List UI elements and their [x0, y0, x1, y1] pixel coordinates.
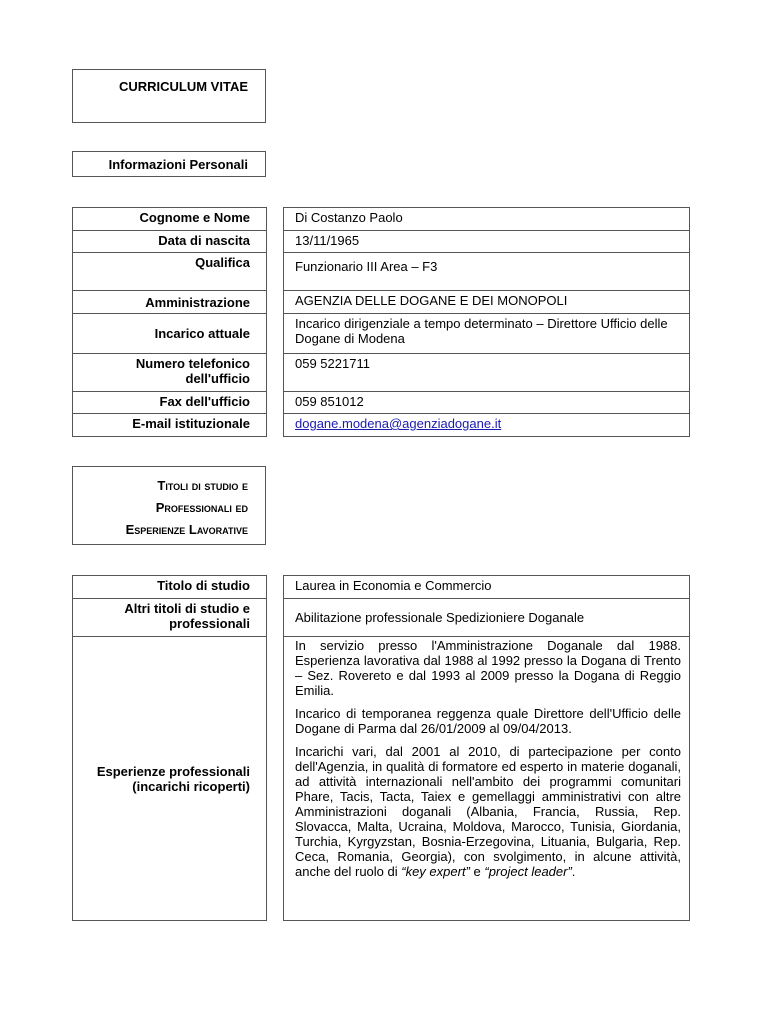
education-section-line1: Titoli di studio e [157, 478, 248, 493]
label-experience: Esperienze professionali (incarichi ricoperti) [73, 637, 267, 921]
label-office-phone: Numero telefonico dell'ufficio [73, 354, 267, 392]
table-row [73, 314, 690, 354]
label-name: Cognome e Nome [73, 208, 267, 231]
label-office-fax: Fax dell'ufficio [73, 392, 267, 414]
value-current-role: Incarico dirigenziale a tempo determinato – Direttore Ufficio delle Dogane di Modena [284, 314, 690, 354]
experience-para-1: In servizio presso l'Amministrazione Doganale dal 1988. Esperienza lavorativa dal 1988 al 1992 presso la Dogana di Trento – Sez. Rovereto e dal 1993 al 2009 presso la Dogana di Reggio Emilia. [295, 638, 681, 698]
value-birthdate: 13/11/1965 [284, 231, 690, 253]
value-office-phone: 059 5221711 [284, 354, 690, 392]
value-degree: Laurea in Economia e Commercio [284, 576, 690, 599]
personal-info-title: Informazioni Personali [108, 157, 248, 172]
email-link[interactable]: dogane.modena@agenziadogane.it [295, 416, 502, 431]
table-row [73, 576, 690, 599]
label-birthdate: Data di nascita [73, 231, 267, 253]
value-qualification: Funzionario III Area – F3 [284, 253, 690, 291]
value-name: Di Costanzo Paolo [284, 208, 690, 231]
experience-para-2: Incarico di temporanea reggenza quale Direttore dell'Ufficio delle Dogane di Parma dal 26/01/2009 al 09/04/2013. [295, 706, 681, 736]
label-administration: Amministrazione [73, 291, 267, 314]
table-row [73, 599, 690, 637]
table-row [73, 414, 690, 437]
cv-title-box [72, 69, 266, 123]
label-current-role: Incarico attuale [73, 314, 267, 354]
cv-title: CURRICULUM VITAE [118, 79, 248, 94]
table-row [73, 392, 690, 414]
label-qualification: Qualifica [73, 253, 267, 291]
label-degree: Titolo di studio [73, 576, 267, 599]
experience-para-3: Incarichi vari, dal 2001 al 2010, di partecipazione per conto dell'Agenzia, in qualità di formatore ed esperto in materie doganali, ad attività internazionali nell'ambito dei programmi comunitari Phare, Tacis, Tacta, Taiex e gemellaggi amministrativi con altre Amministrazioni doganali (Albania, Francia, Russia, Rep. Slovacca, Malta, Ucraina, Moldova, Marocco, Tunisia, Giordania, Turchia, Kyrgyzstan, Bosnia-Erzegovina, Lituania, Bulgaria, Rep. Ceca, Romania, Georgia), con svolgimento, in alcune attività, anche del ruolo di “key expert” e “project leader”. [295, 744, 681, 879]
table-row [73, 208, 690, 231]
personal-info-header [72, 151, 266, 177]
table-row [73, 637, 690, 921]
personal-info-table [72, 207, 690, 437]
table-row [73, 354, 690, 392]
education-section-line3: Esperienze Lavorative [125, 522, 248, 537]
label-email: E-mail istituzionale [73, 414, 267, 437]
table-row [73, 253, 690, 291]
education-section-line2: Professionali ed [155, 500, 248, 515]
education-section-header [72, 466, 266, 545]
value-other-titles: Abilitazione professionale Spedizioniere Doganale [284, 599, 690, 637]
table-row [73, 231, 690, 253]
education-table [72, 575, 690, 921]
value-office-fax: 059 851012 [284, 392, 690, 414]
table-row [73, 291, 690, 314]
value-administration: AGENZIA DELLE DOGANE E DEI MONOPOLI [284, 291, 690, 314]
label-other-titles: Altri titoli di studio e professionali [73, 599, 267, 637]
